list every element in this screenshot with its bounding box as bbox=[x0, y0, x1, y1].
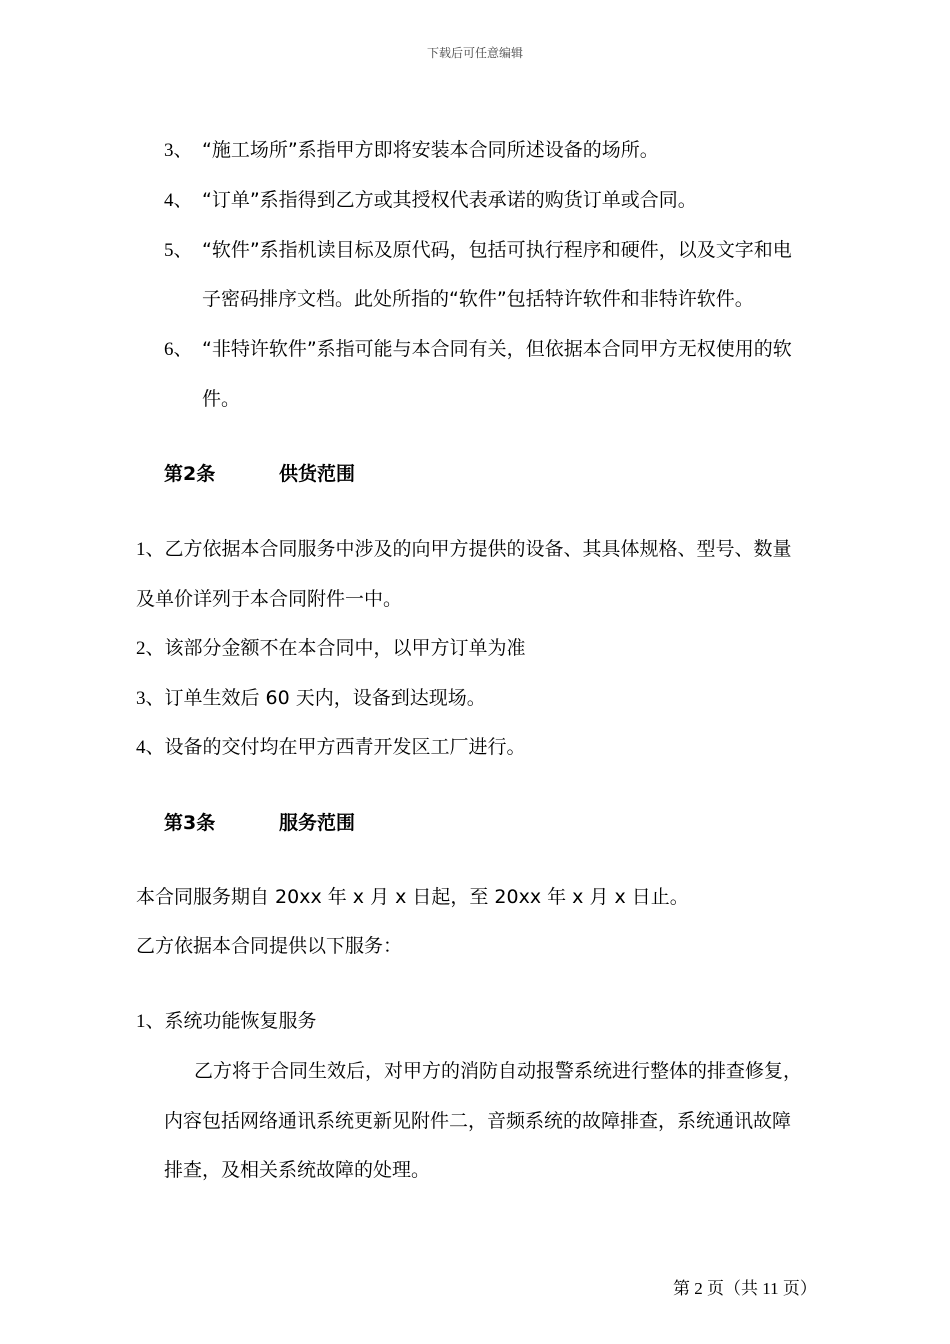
article-title: 供货范围 bbox=[279, 463, 356, 485]
item-number: 3、 bbox=[136, 688, 165, 709]
item-title: 系统功能恢复服务 bbox=[164, 1010, 317, 1032]
article-heading bbox=[164, 462, 355, 486]
item-number: 2、 bbox=[136, 638, 165, 659]
item-number: 1、 bbox=[136, 539, 165, 560]
definition-item-continuation: 件。 bbox=[202, 388, 241, 410]
item-number: 1、 bbox=[136, 1011, 165, 1032]
item-text: 乙方依据本合同服务中涉及的向甲方提供的设备、其具体规格、型号、数量 bbox=[164, 538, 792, 560]
article-number: 第3条 bbox=[164, 812, 216, 834]
supply-item bbox=[136, 686, 486, 711]
definition-item bbox=[164, 238, 792, 263]
article-heading bbox=[164, 811, 355, 835]
item-number: 6、 bbox=[164, 339, 193, 360]
service-paragraph-line: 排查，及相关系统故障的处理。 bbox=[164, 1159, 431, 1181]
supply-item-continuation: 及单价详列于本合同附件一中。 bbox=[136, 588, 403, 610]
service-intro: 乙方依据本合同提供以下服务： bbox=[136, 935, 403, 957]
supply-item bbox=[136, 735, 526, 760]
item-text: 该部分金额不在本合同中，以甲方订单为准 bbox=[164, 637, 526, 659]
service-period: 本合同服务期自 20xx 年 x 月 x 日起，至 20xx 年 x 月 x 日止。 bbox=[136, 886, 689, 908]
page-number: 第 2 页（共 11 页） bbox=[673, 1279, 817, 1298]
supply-item bbox=[136, 636, 526, 661]
item-text: “施工场所”系指甲方即将安装本合同所述设备的场所。 bbox=[202, 139, 659, 161]
item-text: “非特许软件”系指可能与本合同有关，但依据本合同甲方无权使用的软 bbox=[202, 338, 792, 360]
definition-item bbox=[164, 188, 697, 213]
page-header: 下载后可任意编辑 bbox=[426, 46, 523, 60]
service-paragraph-line: 内容包括网络通讯系统更新见附件二，音频系统的故障排查，系统通讯故障 bbox=[164, 1110, 792, 1132]
item-text: “订单”系指得到乙方或其授权代表承诺的购货订单或合同。 bbox=[202, 189, 697, 211]
item-text: 设备的交付均在甲方西青开发区工厂进行。 bbox=[164, 736, 526, 758]
definition-item bbox=[164, 337, 792, 362]
service-item-heading bbox=[136, 1009, 317, 1034]
article-title: 服务范围 bbox=[279, 812, 356, 834]
definition-item bbox=[164, 138, 659, 163]
definition-item-continuation: 子密码排序文档。此处所指的“软件”包括特许软件和非特许软件。 bbox=[202, 288, 754, 310]
item-number: 4、 bbox=[136, 737, 165, 758]
item-text: 订单生效后 60 天内，设备到达现场。 bbox=[164, 687, 486, 709]
article-number: 第2条 bbox=[164, 463, 216, 485]
item-number: 3、 bbox=[164, 140, 193, 161]
service-paragraph-line: 乙方将于合同生效后，对甲方的消防自动报警系统进行整体的排查修复， bbox=[194, 1060, 803, 1082]
supply-item bbox=[136, 537, 792, 562]
item-text: “软件”系指机读目标及原代码，包括可执行程序和硬件，以及文字和电 bbox=[202, 239, 792, 261]
item-number: 4、 bbox=[164, 190, 193, 211]
item-number: 5、 bbox=[164, 240, 193, 261]
